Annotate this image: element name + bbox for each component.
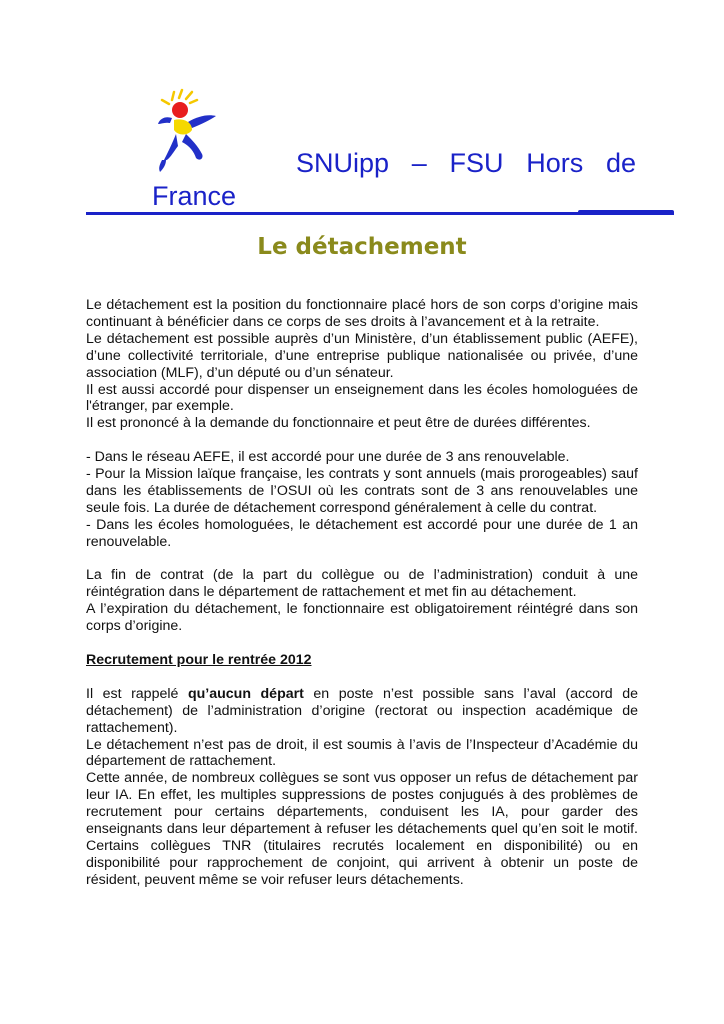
header-rule-accent xyxy=(578,210,674,215)
intro-paragraph-durations: Il est prononcé à la demande du fonctionnaire et peut être de durées différentes. xyxy=(86,415,591,432)
duration-item-homologated: - Dans les écoles homologuées, le détachement est accordé pour une durée de 1 an renouvelable. xyxy=(86,516,638,550)
spacer xyxy=(86,635,638,652)
org-title-line2: France xyxy=(152,181,237,211)
spacer xyxy=(86,432,638,449)
recruitment-text: en poste n’est possible sans l’aval (accord de détachement) de l’administration d’origine (rectorat ou inspection académique de rattachement). xyxy=(86,685,638,736)
snuipp-logo-icon xyxy=(152,88,224,176)
document-body xyxy=(86,297,638,889)
intro-paragraph-schools: Il est aussi accordé pour dispenser un enseignement dans les écoles homologuées de l'étranger, par exemple. xyxy=(86,381,638,415)
recruitment-emphasis: qu’aucun départ xyxy=(187,685,304,702)
recruitment-paragraph-approval xyxy=(86,686,638,737)
expiration-paragraph: A l’expiration du détachement, le fonctionnaire est obligatoirement réintégré dans son corps d’origine. xyxy=(86,601,638,635)
duration-item-aefe: - Dans le réseau AEFE, il est accordé pour une durée de 3 ans renouvelable. xyxy=(86,449,570,466)
recruitment-paragraph-not-a-right: Le détachement n’est pas de droit, il est soumis à l’avis de l’Inspecteur d’Académie du département de rattachement. xyxy=(86,736,638,770)
document-title: Le détachement xyxy=(257,234,467,260)
end-of-contract-paragraph: La fin de contrat (de la part du collègue ou de l’administration) conduit à une réintégration dans le département de rattachement et met fin au détachement. xyxy=(86,567,638,601)
recruitment-paragraph-refusals: Cette année, de nombreux collègues se sont vus opposer un refus de détachement par leur IA. En effet, les multiples suppressions de postes conjugués à des problèmes de recrutement pour certains départements, conduisent les IA, pour garder des enseignants dans leur département à refuser les détachements quel qu’en soit le motif. Certains collègues TNR (titulaires recrutés localement en disponibilité) ou en disponibilité pour rapprochement de conjoint, qui arrivent à obtenir un poste de résident, peuvent même se voir refuser leurs détachements. xyxy=(86,770,638,888)
org-title-line1: SNUipp – FSU Hors de xyxy=(296,148,636,178)
intro-paragraph-possibilities: Le détachement est possible auprès d’un Ministère, d’un établissement public (AEFE), d’une collectivité territoriale, d’une entreprise publique nationalisée ou privée, d’une association (MLF), d’un député ou d’un sénateur. xyxy=(86,330,638,381)
section-heading-recruitment: Recrutement pour le rentrée 2012 xyxy=(86,651,312,668)
spacer xyxy=(86,551,638,568)
recruitment-text: Il est rappelé xyxy=(86,685,188,702)
duration-item-mlf: - Pour la Mission laïque française, les contrats y sont annuels (mais prorogeables) sauf dans les établissements de l’OSUI où les contrats sont de 3 ans renouvelables une seule fois. La durée de détachement correspond généralement à celle du contrat. xyxy=(86,466,638,516)
intro-paragraph-definition: Le détachement est la position du fonctionnaire placé hors de son corps d’origine mais continuant à bénéficier dans ce corps de ses droits à l’avancement et à la retraite. xyxy=(86,297,638,330)
spacer xyxy=(86,669,638,686)
